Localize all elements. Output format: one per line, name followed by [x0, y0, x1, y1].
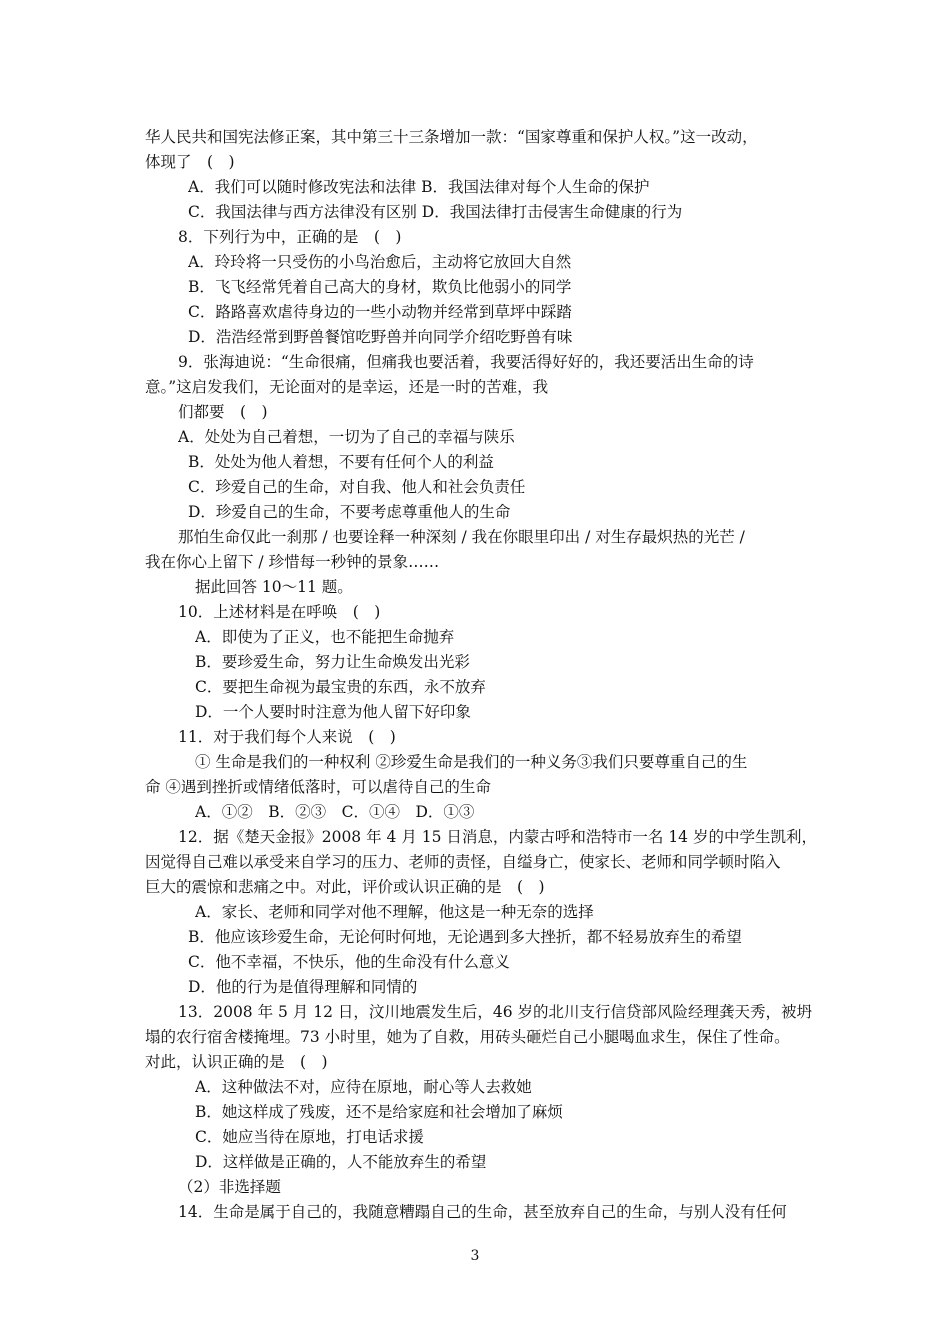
question-line: 10．上述材料是在呼唤 ( ) [178, 603, 381, 621]
option-line: C．路路喜欢虐待身边的一些小动物并经常到草坪中踩踏 [188, 303, 572, 321]
option-line: C．珍爱自己的生命，对自我、他人和社会负责任 [188, 478, 526, 496]
question-line: 8．下列行为中，正确的是 ( ) [178, 228, 402, 246]
option-line: B．处处为他人着想，不要有任何个人的利益 [188, 453, 494, 471]
option-line: B．他应该珍爱生命，无论何时何地，无论遇到多大挫折，都不轻易放弃生的希望 [188, 928, 742, 946]
poem-line: 那怕生命仅此一刹那 / 也要诠释一种深刻 / 我在你眼里印出 / 对生存最炽热的光芒 / [178, 528, 745, 546]
option-line: A．即使为了正义，也不能把生命抛弃 [195, 628, 455, 646]
option-line: A．玲玲将一只受伤的小鸟治愈后，主动将它放回大自然 [188, 253, 572, 271]
question-line: 13．2008 年 5 月 12 日，汶川地震发生后，46 岁的北川支行信贷部风险经理龚天秀，被坍 [178, 1003, 813, 1021]
option-line: C．她应当待在原地，打电话求援 [195, 1128, 424, 1146]
option-line: A．处处为自己着想，一切为了自己的幸福与陕乐 [178, 428, 515, 446]
option-line: A．这种做法不对，应待在原地，耐心等人去救她 [195, 1078, 532, 1096]
text-line: 巨大的震惊和悲痛之中。对此，评价或认识正确的是 ( ) [145, 878, 545, 896]
question-line: 9．张海迪说：“生命很痛，但痛我也要活着，我要活得好好的，我还要活出生命的诗 [178, 353, 754, 371]
question-line: 11．对于我们每个人来说 ( ) [178, 728, 396, 746]
option-line: A．我们可以随时修改宪法和法律 B．我国法律对每个人生命的保护 [188, 178, 650, 196]
text-line: 因觉得自己难以承受来自学习的压力、老师的责怪，自缢身亡，使家长、老师和同学顿时陷入 [145, 853, 781, 871]
option-line: D．浩浩经常到野兽餐馆吃野兽并向同学介绍吃野兽有味 [188, 328, 573, 346]
option-line: B．飞飞经常凭着自己高大的身材，欺负比他弱小的同学 [188, 278, 572, 296]
question-line: 12．据《楚天金报》2008 年 4 月 15 日消息，内蒙古呼和浩特市一名 14 岁的中学生凯利， [178, 828, 817, 846]
text-line: 意。”这启发我们，无论面对的是幸运，还是一时的苦难，我 [145, 378, 549, 396]
text-line: 塌的农行宿舍楼掩埋。73 小时里，她为了自救，用砖头砸烂自己小腿喝血求生，保住了性命。 [145, 1028, 790, 1046]
text-line: 对此，认识正确的是 ( ) [145, 1053, 328, 1071]
option-line: D．他的行为是值得理解和同情的 [188, 978, 418, 996]
poem-line: 我在你心上留下 / 珍惜每一秒钟的景象…… [145, 553, 440, 571]
option-line: C．他不幸福，不快乐，他的生命没有什么意义 [188, 953, 510, 971]
text-line: 们都要 ( ) [178, 403, 268, 421]
option-line: D．一个人要时时注意为他人留下好印象 [195, 703, 471, 721]
statement-line: 命 ④遇到挫折或情绪低落时，可以虐待自己的生命 [145, 778, 491, 796]
instruction-line: 据此回答 10～11 题。 [195, 578, 353, 596]
option-line: D．珍爱自己的生命，不要考虑尊重他人的生命 [188, 503, 511, 521]
question-line: 14．生命是属于自己的，我随意糟蹋自己的生命，甚至放弃自己的生命，与别人没有任何 [178, 1203, 787, 1221]
option-line: D．这样做是正确的，人不能放弃生的希望 [195, 1153, 487, 1171]
option-line: B．要珍爱生命，努力让生命焕发出光彩 [195, 653, 470, 671]
option-line: C．要把生命视为最宝贵的东西，永不放弃 [195, 678, 486, 696]
text-line: 华人民共和国宪法修正案，其中第三十三条增加一款：“国家尊重和保护人权。”这一改动， [145, 128, 758, 146]
option-line: B．她这样成了残废，还不是给家庭和社会增加了麻烦 [195, 1103, 563, 1121]
option-line: C．我国法律与西方法律没有区别 D．我国法律打击侵害生命健康的行为 [188, 203, 683, 221]
option-line: A．家长、老师和同学对他不理解，他这是一种无奈的选择 [195, 903, 594, 921]
section-heading: （2）非选择题 [178, 1178, 281, 1196]
option-line: A．①② B．②③ C．①④ D．①③ [195, 803, 475, 821]
statement-line: ① 生命是我们的一种权利 ②珍爱生命是我们的一种义务③我们只要尊重自己的生 [195, 753, 748, 771]
text-line: 体现了 ( ) [145, 153, 235, 171]
page-number: 3 [470, 1248, 480, 1264]
